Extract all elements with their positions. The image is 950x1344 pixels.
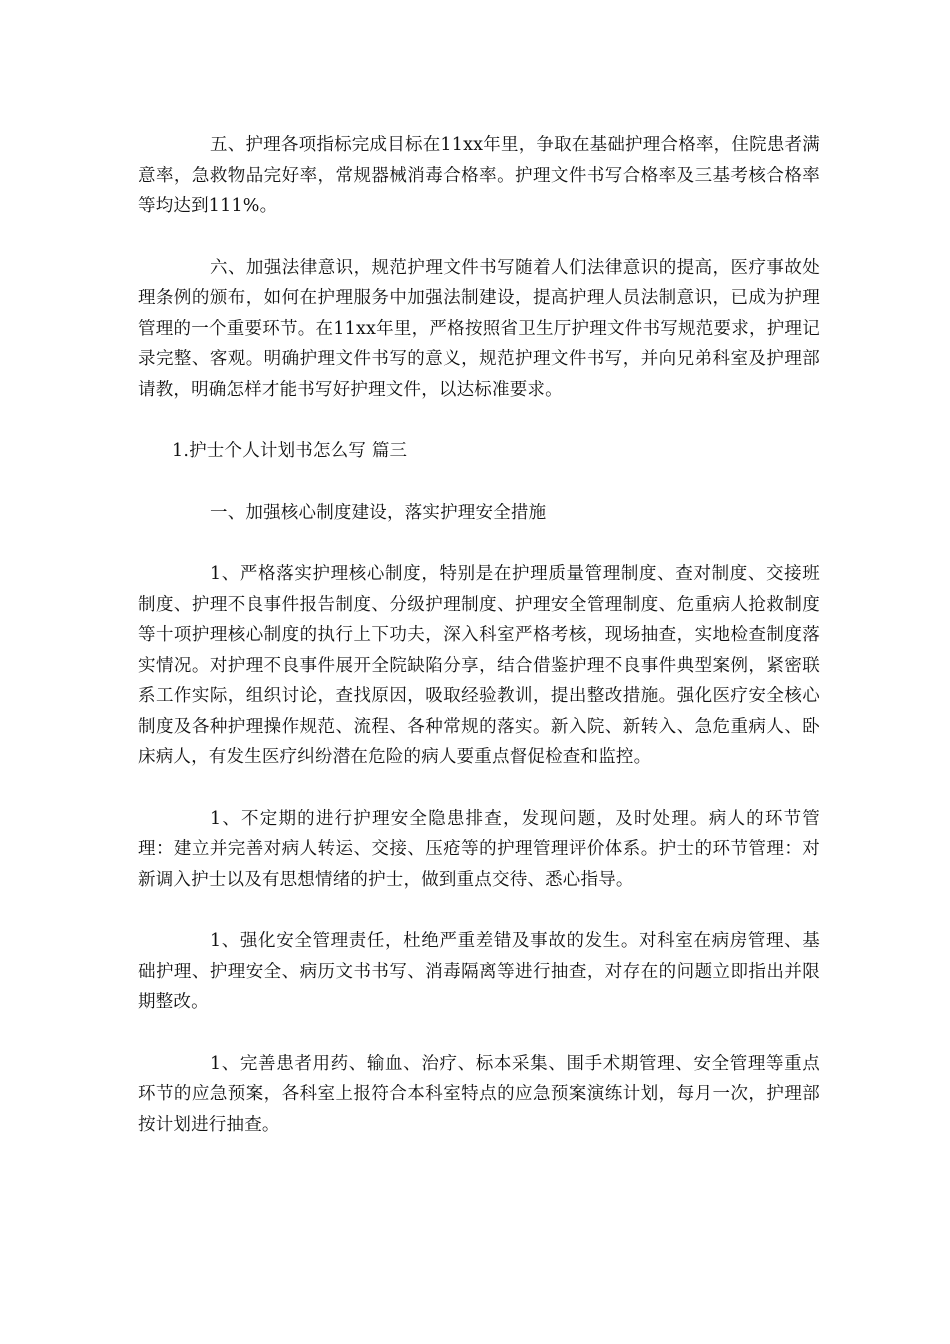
subsection-heading: 一、加强核心制度建设，落实护理安全措施 <box>210 502 547 523</box>
paragraph-nursing-targets: 五、护理各项指标完成目标在11xx年里，争取在基础护理合格率，住院患者满意率，急救物品完好率，常规器械消毒合格率。护理文件书写合格率及三基考核合格率等均达到111%。 <box>138 135 820 216</box>
list-item: 1、严格落实护理核心制度，特别是在护理质量管理制度、查对制度、交接班制度、护理不良事件报告制度、分级护理制度、护理安全管理制度、危重病人抢救制度等十项护理核心制度的执行上下功夫，深入科室严格考核，现场抽查，实地检查制度落实情况。对护理不良事件展开全院缺陷分享，结合借鉴护理不良事件典型案例，紧密联系工作实际，组织讨论，查找原因，吸取经验教训，提出整改措施。强化医疗安全核心制度及各种护理操作规范、流程、各种常规的落实。新入院、新转入、急危重病人、卧床病人，有发生医疗纠纷潜在危险的病人要重点督促检查和监控。 <box>138 564 820 767</box>
paragraph-legal-awareness: 六、加强法律意识，规范护理文件书写随着人们法律意识的提高，医疗事故处理条例的颁布，如何在护理服务中加强法制建设，提高护理人员法制意识，已成为护理管理的一个重要环节。在11xx年里，严格按照省卫生厅护理文件书写规范要求，护理记录完整、客观。明确护理文件书写的意义，规范护理文件书写，并向兄弟科室及护理部请教，明确怎样才能书写好护理文件，以达标准要求。 <box>138 257 820 400</box>
list-item: 1、完善患者用药、输血、治疗、标本采集、围手术期管理、安全管理等重点环节的应急预案，各科室上报符合本科室特点的应急预案演练计划，每月一次，护理部按计划进行抽查。 <box>138 1053 820 1135</box>
list-item: 1、不定期的进行护理安全隐患排查，发现问题，及时处理。病人的环节管理：建立并完善对病人转运、交接、压疮等的护理管理评价体系。护士的环节管理：对新调入护士以及有思想情绪的护士，做到重点交待、悉心指导。 <box>138 808 820 890</box>
document-body <box>138 130 820 1171</box>
list-item: 1、强化安全管理责任，杜绝严重差错及事故的发生。对科室在病房管理、基础护理、护理安全、病历文书书写、消毒隔离等进行抽查，对存在的问题立即指出并限期整改。 <box>138 931 820 1012</box>
section-heading: 1.护士个人计划书怎么写 篇三 <box>172 441 408 461</box>
